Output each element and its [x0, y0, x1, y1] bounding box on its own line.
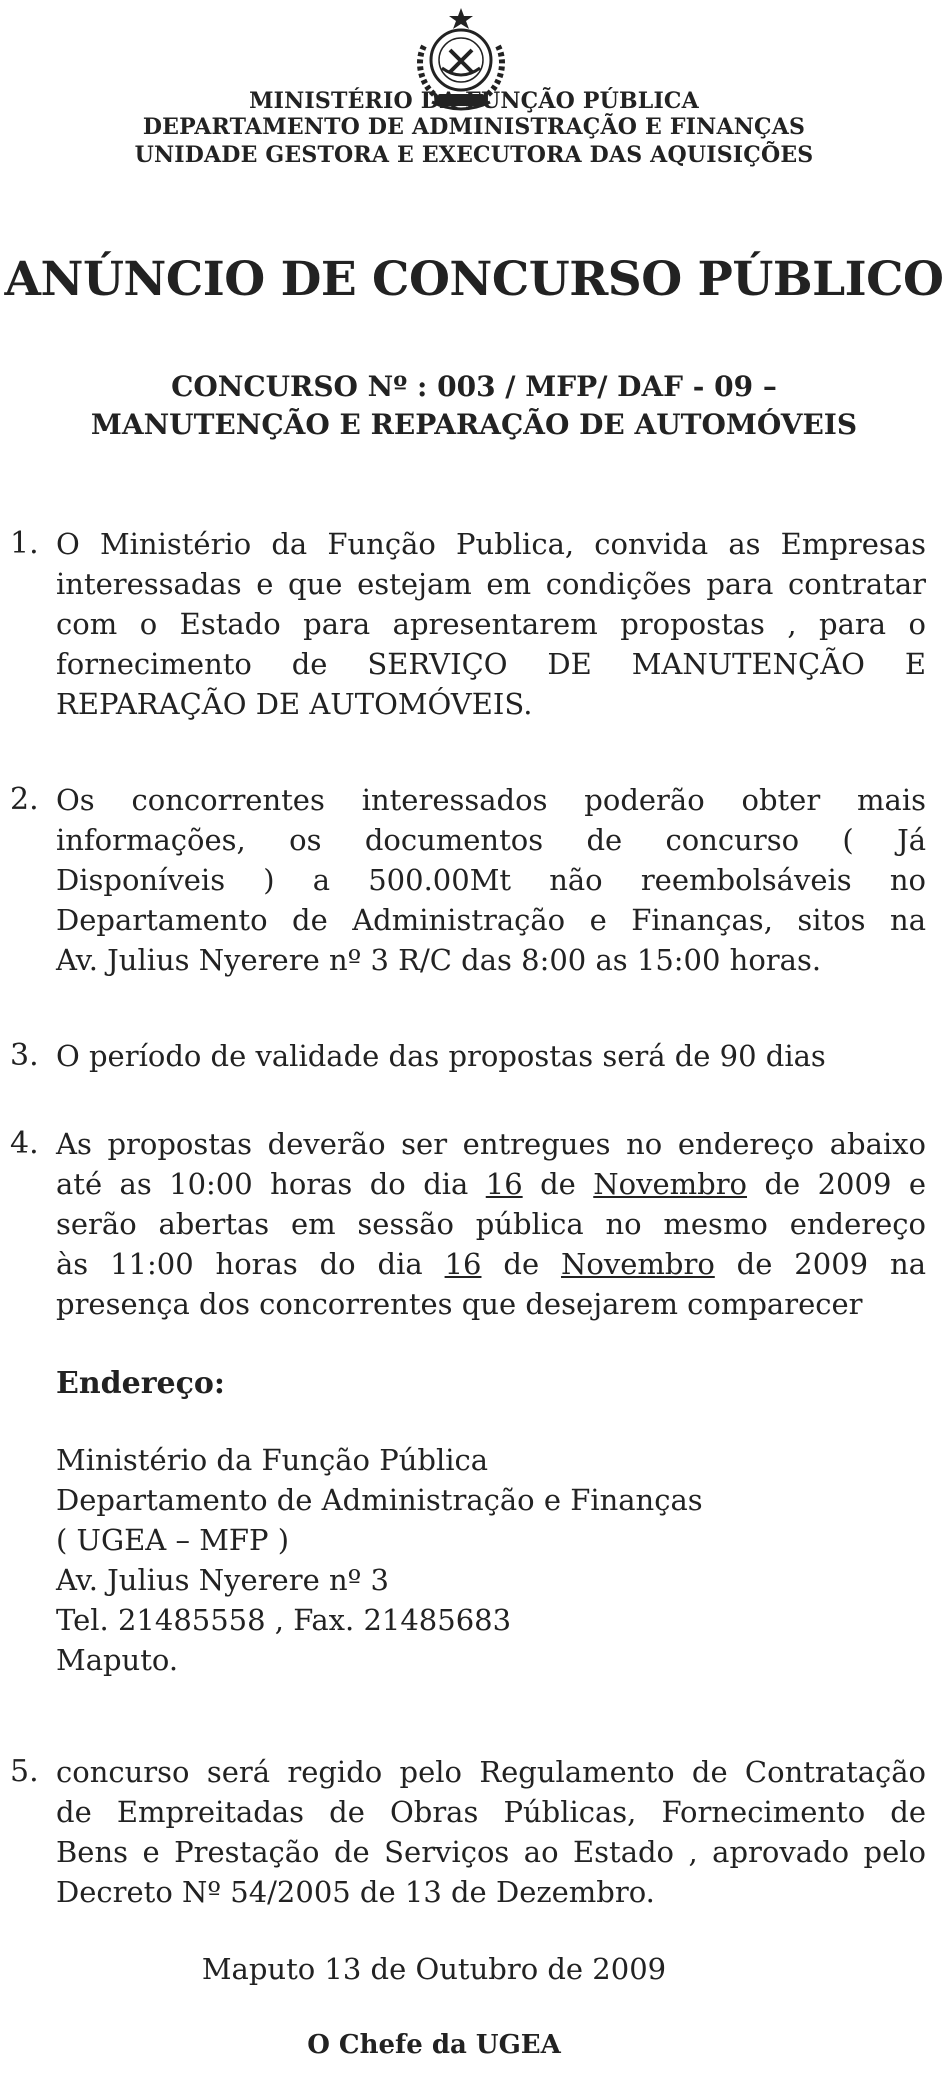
item-number: 1.: [10, 526, 39, 561]
text-line: As propostas deverão ser entregues no endereço abaixo: [56, 1127, 926, 1161]
opening-month: Novembro: [593, 1167, 748, 1201]
item-number: 3.: [10, 1038, 39, 1073]
text-line: Departamento de Administração e Finanças, sitos na: [56, 903, 926, 937]
text-line: concurso será regido pelo Regulamento de Contratação: [56, 1755, 926, 1789]
address-line: Departamento de Administração e Finanças: [56, 1483, 703, 1517]
text-line: informações, os documentos de concurso ( Já: [56, 823, 926, 857]
department-name: DEPARTAMENTO DE ADMINISTRAÇÃO E FINANÇAS: [142, 114, 806, 140]
opening-day: 16: [444, 1247, 482, 1281]
item-number: 5.: [10, 1754, 39, 1789]
text-line: Os concorrentes interessados poderão obter mais: [56, 783, 926, 817]
opening-day: 16: [485, 1167, 523, 1201]
text-line: interessadas e que estejam em condições para contratar: [56, 567, 926, 601]
text-fragment: de: [522, 1167, 594, 1201]
text-fragment: às 11:00 horas do dia: [56, 1247, 445, 1281]
text-fragment: de 2009 e: [747, 1167, 926, 1201]
page-title: ANÚNCIO DE CONCURSO PÚBLICO: [4, 252, 944, 307]
item-1-text: [56, 524, 926, 724]
text-line: fornecimento de SERVIÇO DE MANUTENÇÃO E: [56, 647, 926, 681]
text-line: O período de validade das propostas será de 90 dias: [56, 1039, 826, 1073]
text-line: REPARAÇÃO DE AUTOMÓVEIS.: [56, 687, 533, 721]
tender-subject: MANUTENÇÃO E REPARAÇÃO DE AUTOMÓVEIS: [90, 408, 858, 441]
signature-title: O Chefe da UGEA: [307, 2030, 561, 2060]
text-line: com o Estado para apresentarem propostas , para o: [56, 607, 926, 641]
text-line: Disponíveis ) a 500.00Mt não reembolsáveis no: [56, 863, 926, 897]
address-label: Endereço:: [56, 1366, 225, 1401]
item-number: 2.: [10, 782, 39, 817]
address-line: Tel. 21485558 , Fax. 21485683: [56, 1603, 512, 1637]
text-line: de Empreitadas de Obras Públicas, Fornecimento de: [56, 1795, 926, 1829]
item-number: 4.: [10, 1126, 39, 1161]
opening-month: Novembro: [561, 1247, 715, 1281]
text-fragment: de 2009 na: [714, 1247, 926, 1281]
text-fragment: de: [481, 1247, 562, 1281]
text-line: O Ministério da Função Publica, convida as Empresas: [56, 527, 926, 561]
address-line: Maputo.: [56, 1643, 179, 1677]
text-line: Av. Julius Nyerere nº 3 R/C das 8:00 as 15:00 horas.: [56, 943, 822, 977]
text-line: [56, 1164, 926, 1204]
text-line: [56, 1244, 926, 1284]
tender-number: CONCURSO Nº : 003 / MFP/ DAF - 09 –: [171, 370, 777, 403]
text-line: presença dos concorrentes que desejarem comparecer: [56, 1287, 863, 1321]
address-line: Ministério da Função Pública: [56, 1443, 489, 1477]
address-line: ( UGEA – MFP ): [56, 1523, 290, 1557]
text-line: Bens e Prestação de Serviços ao Estado , aprovado pelo: [56, 1835, 926, 1869]
item-3-text: [56, 1036, 926, 1076]
item-5-text: [56, 1752, 926, 1912]
item-4-text: [56, 1124, 926, 1324]
text-line: serão abertas em sessão pública no mesmo endereço: [56, 1207, 926, 1241]
unit-name: UNIDADE GESTORA E EXECUTORA DAS AQUISIÇÕES: [134, 142, 814, 168]
address-line: Av. Julius Nyerere nº 3: [56, 1563, 389, 1597]
item-2-text: [56, 780, 926, 980]
text-line: Decreto Nº 54/2005 de 13 de Dezembro.: [56, 1875, 655, 1909]
address-block: [56, 1440, 703, 1680]
ministry-name: MINISTÉRIO DA FUNÇÃO PÚBLICA: [249, 88, 699, 114]
text-fragment: até as 10:00 horas do dia: [56, 1167, 486, 1201]
place-and-date: Maputo 13 de Outubro de 2009: [201, 1952, 667, 1986]
